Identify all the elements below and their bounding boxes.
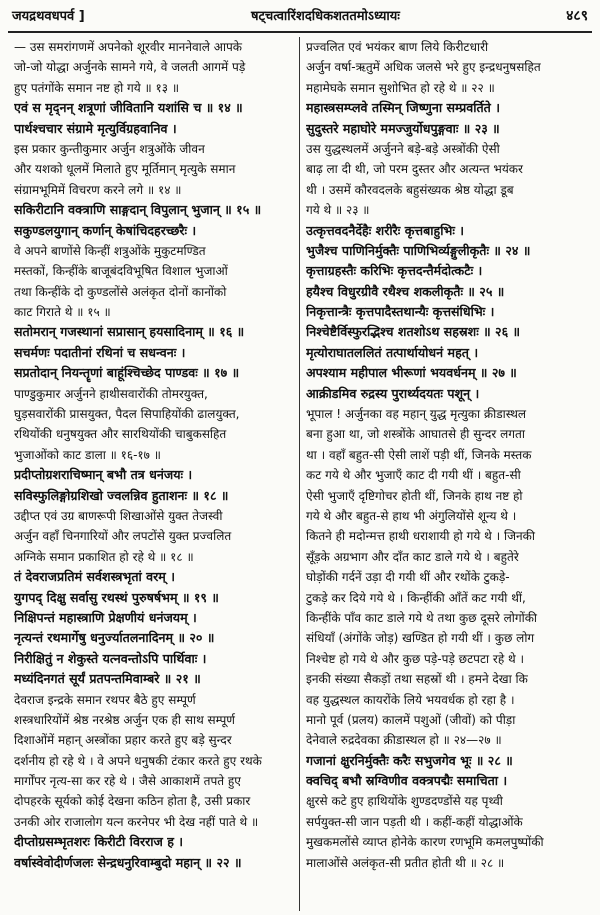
prose-line: बाढ़ ला दी थी, जो परम दुस्तर और अत्यन्त भयंकर [306, 162, 523, 177]
section-title: जयद्रथवधपर्व ] [12, 9, 85, 24]
verse-line: सचर्मणः पदातीनां रथिनां च सधन्वनः । [14, 344, 186, 360]
verse-line: निक्षिपन्तं महास्त्राणि प्रेक्षणीयं धनंजयम् । [14, 609, 197, 625]
prose-line: घुड़सवारोंकी प्रासयुक्त, पैदल सिपाहियोंकी ढालयुक्त, [14, 407, 240, 422]
prose-line: घोड़ोंकी गर्दनें उड़ा दी गयी थीं और रथोंके टुकड़े- [306, 570, 510, 585]
verse-line: महास्त्रसम्प्लवे तस्मिन् जिष्णुना सम्प्रवर्तिते । [306, 100, 501, 116]
prose-line: मस्तकों, किन्हींके बाजूबंदविभूषित विशाल भुजाओं [14, 264, 228, 279]
prose-line: मुखकमलोंसे व्याप्त होनेके कारण रणभूमि कमलपुष्पोंकी [306, 835, 544, 850]
prose-line: सर्पयुक्त-सी जान पड़ती थी । कहीं-कहीं योद्धाओंके [306, 814, 523, 829]
verse-line: दीप्तोग्रसम्भृतशरः किरीटी विरराज ह । [14, 834, 184, 850]
prose-line: कट गये थे और भुजाएँ काट दी गयी थीं । बहुत-सी [306, 468, 521, 483]
prose-line: बना हुआ था, जो शस्त्रोंके आघातसे ही सुन्दर लगता [306, 427, 525, 442]
prose-line: भुजाओंको काट डाला ॥ १६-१७ ॥ [14, 447, 161, 462]
prose-line: वे अपने बाणोंसे किन्हीं शत्रुओंके मुकुटमण्डित [14, 243, 206, 258]
prose-line: ऐसी भुजाएँ दृष्टिगोचर होती थीं, जिनके हाथ नष्ट हो [306, 488, 523, 503]
prose-line: — उस समरांगणमें अपनेको शूरवीर माननेवाले आपके [14, 40, 243, 54]
verse-line: कृत्ताग्रहस्तैः करिभिः कृत्तदन्तैर्मदोत्कटैः । [306, 263, 483, 279]
text-columns [8, 37, 592, 911]
verse-line: सतोमरान् गजस्थानां सप्रासान् हयसादिनाम् ॥ १६ ॥ [14, 324, 245, 340]
verse-line: क्वचिद् बभौ स्रग्विणीव वक्त्रपद्मैः समाचिता । [306, 773, 508, 789]
page-header [8, 6, 592, 28]
verse-line: आक्रीडमिव रुद्रस्य पुरार्थ्यदयतः पशून् । [306, 385, 480, 401]
prose-line: हुए पतंगोंके समान नष्ट हो गये ॥ १३ ॥ [14, 80, 180, 95]
prose-line: इनकी संख्या सैकड़ों तथा सहस्रों थी । हमने देखा कि [306, 672, 528, 687]
verse-line: सुदुस्तरे महाघोरे ममज्जुर्योधपुङ्गवाः ॥ २३ ॥ [306, 120, 500, 136]
verse-line: निश्चेष्टैर्विस्फुरद्भिश्च शतशोऽथ सहस्रशः ॥ २६ ॥ [306, 324, 521, 340]
verse-line: पार्थश्चचार संग्रामे मृत्युर्विग्रहवानिव । [14, 120, 177, 136]
prose-line: अर्जुन वर्षा-ऋतुमें अधिक जलसे भरे हुए इन्द्रधनुषसहित [306, 60, 541, 75]
left-column [8, 37, 300, 911]
prose-line: किन्हींके पाँव काट डाले गये थे तथा कुछ दूसरे लोगोंकी [306, 610, 538, 625]
verse-line: सप्रतोदान् नियन्तॄणां बाहूंश्चिच्छेद पाण्डवः ॥ १७ ॥ [14, 365, 240, 381]
verse-line: निरीक्षितुं न शेकुस्ते यत्नवन्तोऽपि पार्थिवाः । [14, 650, 207, 666]
prose-line: काट गिराते थे ॥ १५ ॥ [14, 305, 111, 320]
verse-line: निकृत्तान्त्रैः कृत्तपादैस्तथान्यैः कृत्तसंधिभिः । [306, 304, 495, 320]
prose-line: गये थे ॥ २३ ॥ [306, 203, 370, 218]
verse-line: गजानां क्षुरनिर्मुक्तैः करैः सभुजगेव भूः ॥ २८ ॥ [306, 752, 513, 768]
verse-line: मध्यंदिनगतं सूर्यं प्रतपन्तमिवाम्बरे ॥ २१ ॥ [14, 671, 201, 687]
prose-line: और यशको धूलमें मिलाते हुए मूर्तिमान् मृत्युके समान [14, 162, 236, 177]
verse-line: युगपद् दिक्षु सर्वासु रथस्थं पुरुषर्षभम् ॥ १९ ॥ [14, 589, 219, 605]
prose-line: निश्चेष्ट हो गये थे और कुछ पड़े-पड़े छटपटा रहे थे । [306, 651, 525, 666]
prose-line: उस युद्धस्थलमें अर्जुनने बड़े-बड़े अस्त्रोंकी ऐसी [306, 141, 500, 156]
prose-line: क्षुरसे कटे हुए हाथियोंके शुण्डदण्डोंसे यह पृथ्वी [306, 794, 503, 809]
verse-line: एवं स मृद्नन् शत्रूणां जीवितानि यशांसि च ॥ १४ ॥ [14, 100, 243, 116]
prose-line: संधियाँ (अंगोंके जोड़) खण्डित हो गयी थीं । कुछ लोग [306, 631, 535, 646]
prose-line: दिशाओंमें महान् अस्त्रोंका प्रहार करते हुए बड़े सुन्दर [14, 733, 232, 748]
prose-line: भूपाल ! अर्जुनका वह महान् युद्ध मृत्युका क्रीडास्थल [306, 407, 526, 422]
right-column [300, 37, 592, 911]
prose-line: वह युद्धस्थल कायरोंके लिये भयवर्धक हो रहा है । [306, 692, 515, 707]
prose-line: देनेवाले रुद्रदेवका क्रीडास्थल हो ॥ २४—२७ ॥ [306, 733, 502, 748]
prose-line: महामेघके समान सुशोभित हो रहे थे ॥ २२ ॥ [306, 80, 495, 95]
verse-line: प्रदीप्तोग्रशराचिष्मान् बभौ तत्र धनंजयः । [14, 467, 193, 483]
prose-line: गये थे और बहुत-से हाथ भी अंगुलियोंसे शून्य थे । [306, 508, 517, 523]
verse-line: भुजैश्च पाणिनिर्मुक्तैः पाणिभिर्व्यङ्गुलीकृतैः ॥ २४ ॥ [306, 242, 531, 258]
verse-line: सकिरीटानि वक्त्राणि साङ्गदान् विपुलान् भुजान् ॥ १५ ॥ [14, 202, 262, 218]
prose-line: उनकी ओर राजालोग यत्न करनेपर भी देख नहीं पाते थे ॥ [14, 814, 259, 829]
prose-line: थी । उसमें कौरवदलके बहुसंख्यक श्रेष्ठ योद्धा डूब [306, 182, 514, 197]
verse-line: सविस्फुलिङ्गोग्रशिखो ज्वलन्निव हुताशनः ॥ १८ ॥ [14, 487, 229, 503]
prose-line: इस प्रकार कुन्तीकुमार अर्जुन शत्रुओंके जीवन [14, 141, 205, 156]
prose-line: प्रज्वलित एवं भयंकर बाण लिये किरीटधारी [306, 40, 489, 54]
prose-line: टुकड़े कर दिये गये थे । किन्हींकी आँतें कट गयी थीं, [306, 590, 526, 605]
prose-line: सूँड़के अग्रभाग और दाँत काट डाले गये थे । बहुतेरे [306, 549, 519, 564]
page-number: ४८९ [566, 8, 588, 24]
prose-line: मानो पूर्व (प्रलय) कालमें पशुओं (जीवों) को पीड़ा [306, 712, 516, 727]
prose-line: जो-जो योद्धा अर्जुनके सामने गये, वे जलती आगमें पड़े [14, 60, 246, 75]
verse-line: उत्कृत्तवदनैर्देहैः शरीरैः कृत्तबाहुभिः । [306, 222, 465, 238]
prose-line: शस्त्रधारियोंमें श्रेष्ठ नरश्रेष्ठ अर्जुन एक ही साथ सम्पूर्ण [14, 712, 235, 727]
verse-line: तं देवराजप्रतिमं सर्वशस्त्रभृतां वरम् । [14, 569, 175, 585]
prose-line: मालाओंसे अलंकृत-सी प्रतीत होती थी ॥ २८ ॥ [306, 855, 505, 870]
header-rule [8, 31, 592, 33]
prose-line: संग्रामभूमिमें विचरण करने लगे ॥ १४ ॥ [14, 182, 182, 197]
prose-line: अग्निके समान प्रकाशित हो रहे थे ॥ १८ ॥ [14, 549, 194, 564]
verse-line: सकुण्डलयुगान् कर्णान् केषांचिदहरच्छरैः । [14, 222, 197, 238]
chapter-title: षट्चत्वारिंशदधिकशततमोऽध्यायः [250, 9, 400, 24]
prose-line: कितने ही मदोन्मत्त हाथी धराशायी हो गये थे । जिनकी [306, 529, 535, 544]
verse-line: मृत्योराघातललितं तत्पार्थायोधनं महत् । [306, 344, 479, 360]
prose-line: तथा किन्हींके दो कुण्डलोंसे अलंकृत दोनों कानोंको [14, 284, 227, 299]
prose-line: था । वहाँ बहुत-सी ऐसी लाशें पड़ी थीं, जिनके मस्तक [306, 447, 532, 462]
prose-line: दर्शनीय हो रहे थे । वे अपने धनुषकी टंकार करते हुए रथके [14, 753, 262, 768]
prose-line: मार्गोंपर नृत्य-सा कर रहे थे । जैसे आकाशमें तपते हुए [14, 774, 241, 789]
verse-line: वर्षास्वेवोदीर्णजलः सेन्द्रधनुरिवाम्बुदो महान् ॥ २२ ॥ [14, 854, 242, 870]
verse-line: नृत्यन्तं रथमार्गेषु धनुर्ज्यातलनादिनम् ॥ २० ॥ [14, 630, 215, 646]
prose-line: उद्दीप्त एवं उग्र बाणरूपी शिखाओंसे युक्त तेजस्वी [14, 508, 223, 523]
prose-line: अर्जुन वहाँ चिनगारियों और लपटोंसे युक्त प्रज्वलित [14, 529, 232, 544]
prose-line: पाण्डुकुमार अर्जुनने हाथीसवारोंकी तोमरयुक्त, [14, 386, 208, 401]
verse-line: अपश्याम महीपाल भीरूणां भयवर्धनम् ॥ २७ ॥ [306, 365, 517, 381]
prose-line: रथियोंकी धनुषयुक्त और सारथियोंकी चाबुकसहित [14, 427, 227, 442]
prose-line: दोपहरके सूर्यको कोई देखना कठिन होता है, उसी प्रकार [14, 794, 251, 809]
prose-line: देवराज इन्द्रके समान रथपर बैठे हुए सम्पूर्ण [14, 692, 196, 707]
verse-line: हयैश्च विधुरग्रीवै रथैश्च शकलीकृतैः ॥ २५ ॥ [306, 283, 505, 299]
